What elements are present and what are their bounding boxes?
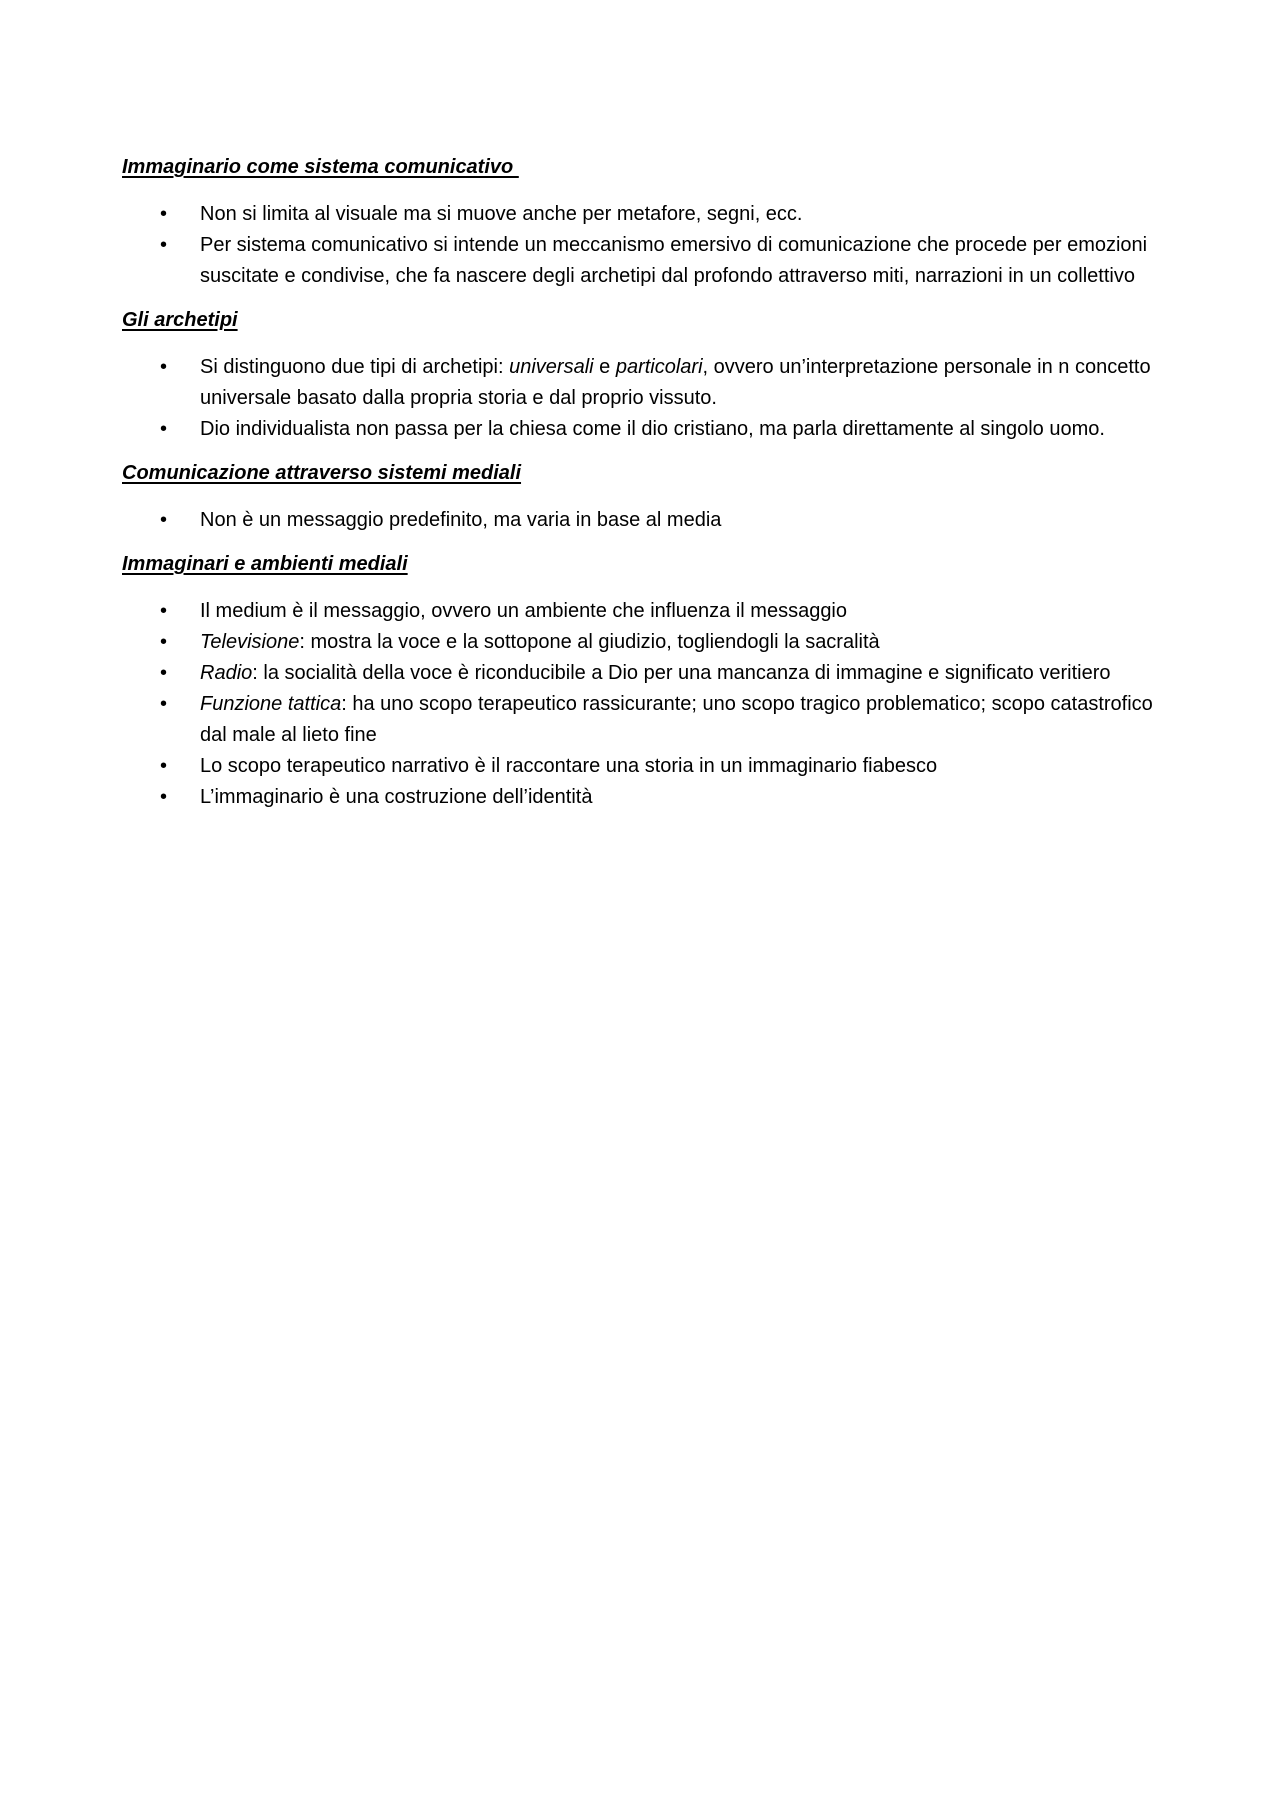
list-item-text: Lo scopo terapeutico narrativo è il raccontare una storia in un immaginario fiabesco [200, 755, 938, 777]
section-heading: Comunicazione attraverso sistemi mediali [122, 462, 522, 484]
document-body [122, 152, 1172, 826]
section-comunicazione-sistemi-mediali [122, 458, 1172, 536]
section-heading: Immaginari e ambienti mediali [122, 553, 408, 575]
section-immaginari-ambienti-mediali [122, 549, 1172, 813]
bullet-icon: • [160, 755, 168, 777]
italic-term: Televisione [200, 631, 300, 653]
list-item-text: Non è un messaggio predefinito, ma varia in base al media [200, 509, 722, 531]
list-item-text: e [593, 356, 616, 378]
list-item [122, 658, 1172, 689]
bullet-icon: • [160, 631, 168, 653]
bullet-list [122, 199, 1172, 292]
bullet-list [122, 505, 1172, 536]
list-item-text: : mostra la voce e la sottopone al giudizio, togliendogli la sacralità [299, 631, 880, 653]
bullet-icon: • [160, 662, 168, 684]
list-item [122, 596, 1172, 627]
list-item [122, 505, 1172, 536]
list-item [122, 627, 1172, 658]
bullet-list [122, 352, 1172, 445]
list-item [122, 751, 1172, 782]
italic-term: Funzione tattica [200, 693, 342, 715]
list-item-text: Il medium è il messaggio, ovvero un ambiente che influenza il messaggio [200, 600, 848, 622]
bullet-icon: • [160, 356, 168, 378]
bullet-list [122, 596, 1172, 813]
list-item [122, 689, 1172, 751]
list-item-text: Per sistema comunicativo si intende un meccanismo emersivo di comunicazione che procede per emozioni suscitate e condivise, che fa nascere degli archetipi dal profondo attraverso miti, narrazioni in un collettivo [200, 234, 1148, 287]
section-gli-archetipi [122, 305, 1172, 445]
list-item [122, 352, 1172, 414]
section-heading: Gli archetipi [122, 309, 238, 331]
section-heading: Immaginario come sistema comunicativo [122, 156, 519, 178]
bullet-icon: • [160, 693, 168, 715]
bullet-icon: • [160, 234, 168, 256]
list-item [122, 199, 1172, 230]
list-item-text: : la socialità della voce è riconducibile a Dio per una mancanza di immagine e significato veritiero [252, 662, 1111, 684]
list-item-text: L’immaginario è una costruzione dell’identità [200, 786, 593, 808]
list-item-text: : ha uno scopo terapeutico rassicurante; uno scopo tragico problematico; scopo catastrofico dal male al lieto fine [200, 693, 1153, 746]
bullet-icon: • [160, 786, 168, 808]
list-item-text: , ovvero un’interpretazione personale in n concetto universale basato dalla propria storia e dal proprio vissuto. [200, 356, 1151, 409]
list-item-text: Dio individualista non passa per la chiesa come il dio cristiano, ma parla direttamente al singolo uomo. [200, 418, 1105, 440]
bullet-icon: • [160, 509, 168, 531]
list-item [122, 230, 1172, 292]
bullet-icon: • [160, 203, 168, 225]
bullet-icon: • [160, 600, 168, 622]
section-immaginario-sistema-comunicativo [122, 152, 1172, 292]
bullet-icon: • [160, 418, 168, 440]
italic-term: particolari [615, 356, 703, 378]
list-item-text: Non si limita al visuale ma si muove anche per metafore, segni, ecc. [200, 203, 803, 225]
italic-term: universali [509, 356, 594, 378]
list-item [122, 414, 1172, 445]
list-item [122, 782, 1172, 813]
italic-term: Radio [200, 662, 253, 684]
list-item-text: Si distinguono due tipi di archetipi: [200, 356, 510, 378]
